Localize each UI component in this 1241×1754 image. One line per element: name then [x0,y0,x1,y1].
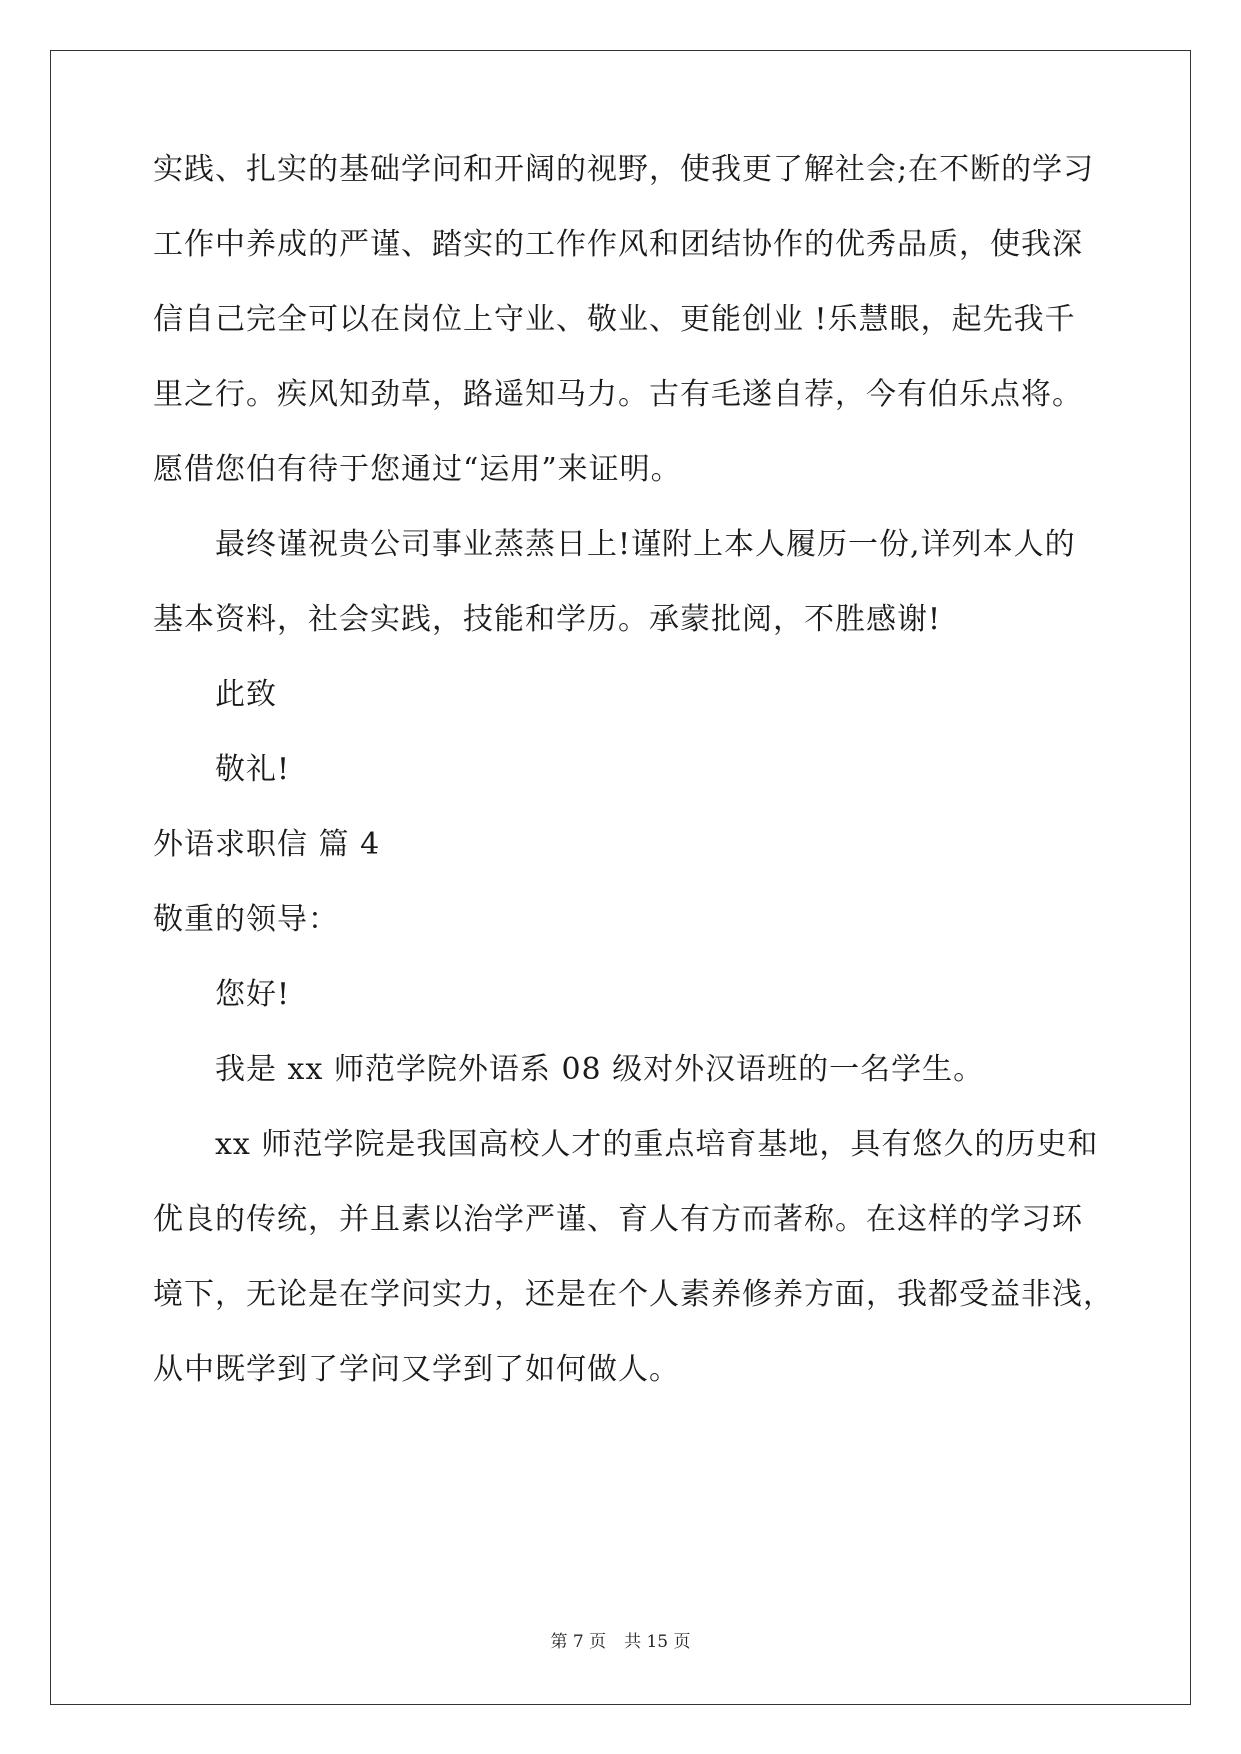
paragraph-start: 最终谨祝贵公司事业蒸蒸日上!谨附上本人履历一份,详列本人的 [215,527,1076,562]
text-line: 从中既学到了学问又学到了如何做人。 [153,1352,680,1387]
paragraph-start: xx 师范学院是我国高校人才的重点培育基地，具有悠久的历史和 [215,1127,1099,1162]
greeting: 您好! [215,977,291,1012]
section-heading: 外语求职信 篇 4 [153,827,381,862]
page-border [50,50,1191,1705]
page-number: 第 7 页 [550,1632,607,1652]
text-line: 工作中养成的严谨、踏实的工作作风和团结协作的优秀品质，使我深 [153,227,1083,262]
text-line: 实践、扎实的基础学问和开阔的视野，使我更了解社会;在不断的学习 [153,152,1095,187]
page-total: 共 15 页 [624,1632,691,1652]
text-line: 信自己完全可以在岗位上守业、敬业、更能创业 !乐慧眼，起先我千 [153,302,1076,337]
text-line: 基本资料，社会实践，技能和学历。承蒙批阅，不胜感谢! [153,602,942,637]
closing-regards: 敬礼! [215,752,291,787]
text-line: 优良的传统，并且素以治学严谨、育人有方而著称。在这样的学习环 [153,1202,1083,1237]
text-line: 愿借您伯有待于您通过“运用”来证明。 [153,452,682,487]
greeting-line: 敬重的领导： [153,902,339,937]
text-line: 里之行。疾风知劲草，路遥知马力。古有毛遂自荐，今有伯乐点将。 [153,377,1083,412]
closing-salutation: 此致 [215,677,277,712]
text-line: 境下，无论是在学问实力，还是在个人素养修养方面，我都受益非浅， [153,1277,1114,1312]
page-footer [0,1630,1241,1654]
paragraph-start: 我是 xx 师范学院外语系 08 级对外汉语班的一名学生。 [215,1052,985,1087]
